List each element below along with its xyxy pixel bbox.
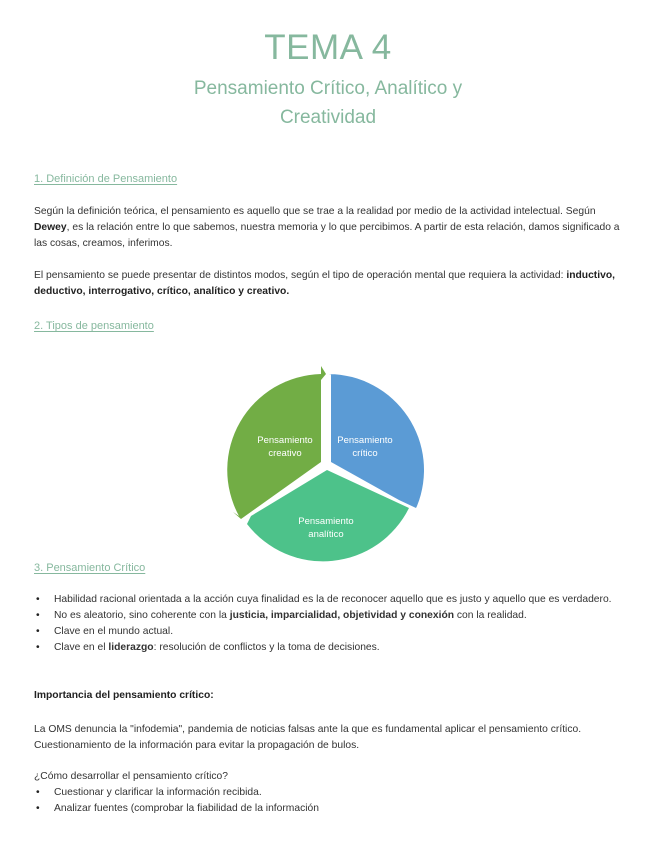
page-subtitle	[0, 74, 656, 132]
definition-text-c: , es la relación entre lo que sabemos, nuestra memoria y lo que percibimos. A partir de esta relación, damos significado a las cosas, creamos, inferimos.	[34, 222, 620, 249]
modes-text-a: El pensamiento se puede presentar de distintos modos, según el tipo de operación mental que requiera la actividad:	[34, 270, 567, 281]
list-item: • Cuestionar y clarificar la información recibida.	[34, 785, 634, 801]
segment-creative-label-1: Pensamiento	[257, 435, 313, 446]
page-title: TEMA 4	[264, 28, 392, 67]
list-item	[34, 608, 634, 624]
segment-critical-label-2: crítico	[352, 448, 378, 459]
list-item	[34, 640, 634, 656]
list-item: • Habilidad racional orientada a la acción cuya finalidad es la de reconocer aquello que es justo y aquello que es verdadero.	[34, 592, 634, 608]
section-3-heading: 3. Pensamiento Crítico	[34, 562, 146, 574]
section-2-heading: 2. Tipos de pensamiento	[34, 320, 154, 332]
segment-critical-label-1: Pensamiento	[337, 435, 393, 446]
bullet-2-text-a: No es aleatorio, sino coherente con la	[54, 610, 230, 621]
importance-paragraph: La OMS denuncia la "infodemia", pandemia de noticias falsas ante la que es fundamental aplicar el pensamiento crítico. Cuestionamiento de la información para evitar la propagación de bulos.	[34, 724, 582, 751]
how-to-question: ¿Cómo desarrollar el pensamiento crítico?	[34, 771, 229, 782]
segment-analytical-label-1: Pensamiento	[298, 516, 354, 527]
definition-text-a: Según la definición teórica, el pensamiento es aquello que se trae a la realidad por medio de la actividad intelectual. Según	[34, 206, 596, 217]
bullet-2-text-c: con la realidad.	[454, 610, 527, 621]
subtitle-line-2: Creatividad	[279, 107, 377, 128]
bullet-4-bold: liderazgo	[108, 642, 154, 653]
modes-list-bold: inductivo, deductivo, interrogativo, crítico, analítico y creativo.	[34, 270, 615, 297]
modes-paragraph	[34, 268, 624, 300]
definition-paragraph	[34, 204, 624, 252]
segment-creative-label-2: creativo	[268, 448, 302, 459]
subtitle-line-1: Pensamiento Crítico, Analítico y	[193, 78, 463, 99]
list-item: • Clave en el mundo actual.	[34, 624, 634, 640]
critical-thinking-bullets	[34, 592, 634, 656]
how-to-list	[34, 785, 634, 817]
importance-label: Importancia del pensamiento crítico:	[34, 690, 214, 701]
dewey-name: Dewey	[34, 222, 67, 233]
section-1-heading: 1. Definición de Pensamiento	[34, 173, 178, 185]
list-item: • Analizar fuentes (comprobar la fiabilidad de la información	[34, 801, 634, 817]
segment-analytical-label-2: analítico	[308, 529, 344, 540]
bullet-4-text-a: Clave en el	[54, 642, 109, 653]
bullet-2-bold: justicia, imparcialidad, objetividad y conexión	[229, 610, 455, 621]
thinking-types-cycle-diagram	[225, 366, 431, 576]
bullet-4-text-c: : resolución de conflictos y la toma de decisiones.	[153, 642, 380, 653]
